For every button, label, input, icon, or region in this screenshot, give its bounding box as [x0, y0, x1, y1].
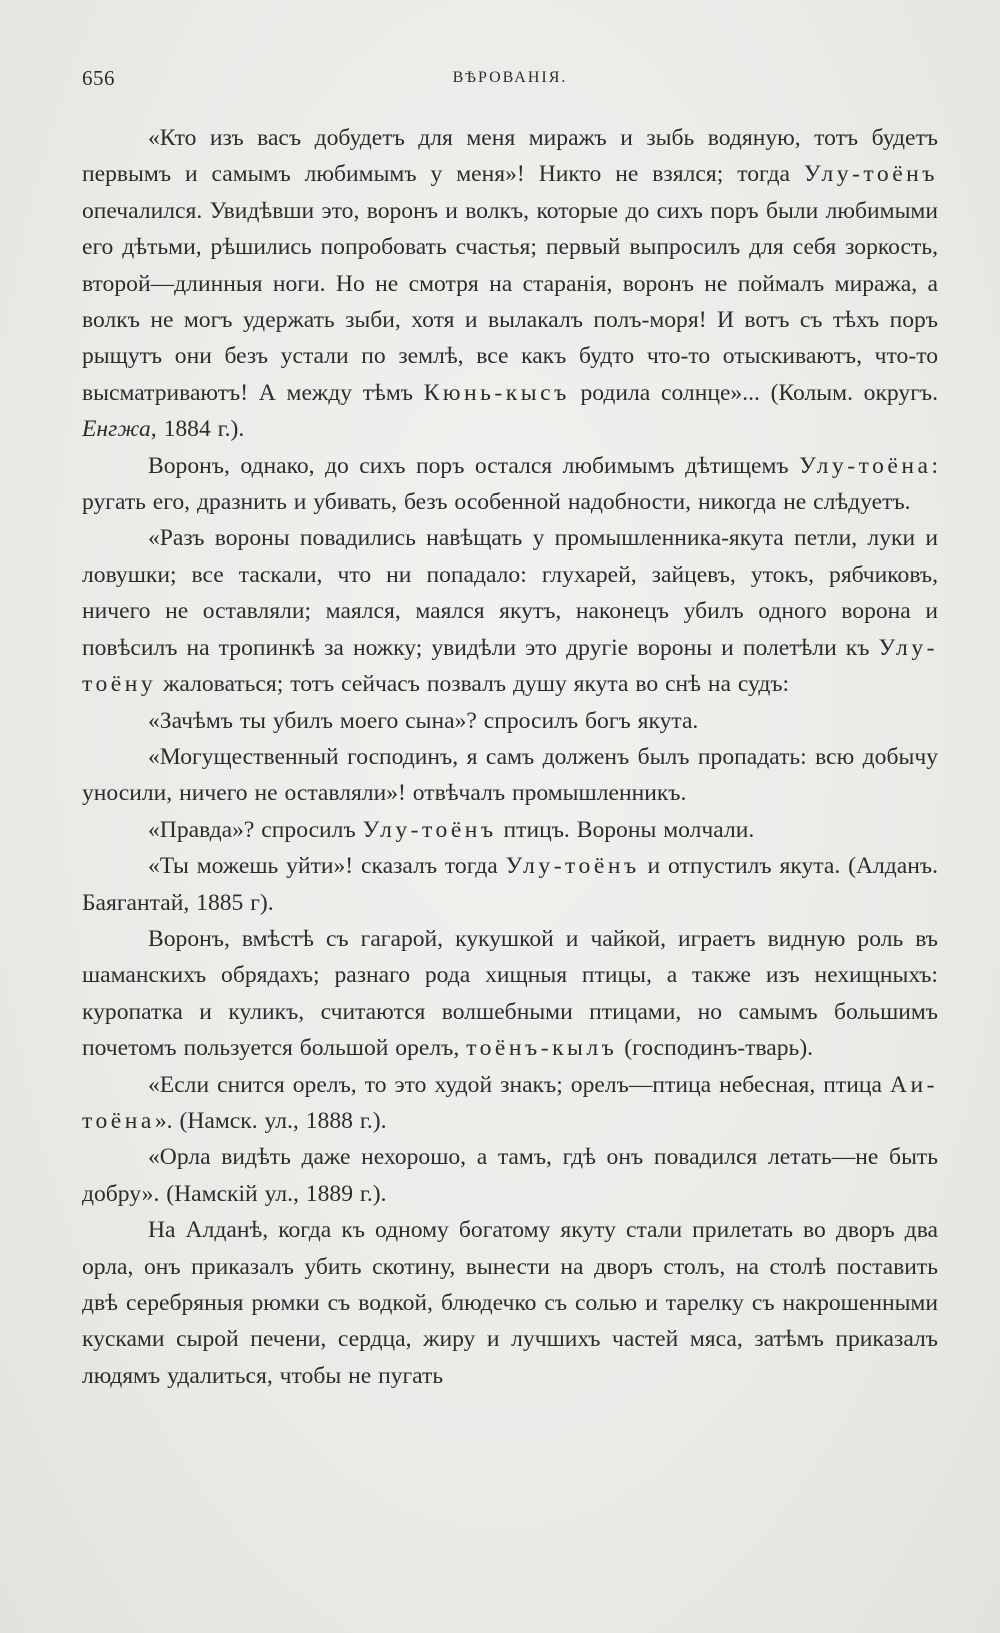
spaced-name: Улу-тоёна — [799, 452, 932, 479]
paragraph-1: «Кто изъ васъ добудетъ для меня миражъ и зыбь водяную, тотъ будетъ первымъ и самымъ любимымъ у меня»! Никто не взялся; тогда Улу-тоёнъ опечалился. Увидѣвши это, воронъ и волкъ, которые до сихъ поръ были любимыми его дѣтьми, рѣшились попробовать счастья; первый выпросилъ для себя зоркость, второй—длинныя ноги. Но не смотря на старанія, воронъ не поймалъ миража, а волкъ не могъ удержать зыби, хотя и вылакалъ полъ-моря! И вотъ съ тѣхъ поръ рыщутъ они безъ устали по землѣ, все какъ будто что-то отыскиваютъ, что-то высматриваютъ! А между тѣмъ Кюнь-кысъ родила солнце»... (Колым. округъ. Енгжа, 1884 г.). — [82, 125, 938, 443]
spaced-name: Улу-тоёнъ — [803, 161, 938, 188]
spaced-name: тоёнъ-кылъ — [466, 1035, 618, 1062]
paragraph-6: «Правда»? спросилъ Улу-тоёнъ птицъ. Вороны молчали. — [148, 816, 755, 843]
spaced-name: Аи-тоёна — [82, 1071, 938, 1134]
spaced-name: Улу-тоёнъ — [505, 853, 640, 880]
paragraph-7: «Ты можешь уйти»! сказалъ тогда Улу-тоёнъ и отпустилъ якута. (Алданъ. Баягантай, 1885 г). — [82, 853, 938, 916]
spaced-name: Кюнь-кысъ — [423, 379, 570, 406]
running-head — [82, 66, 938, 94]
paragraph-10: «Орла видѣть даже нехорошо, а тамъ, гдѣ онъ повадился летать—не быть добру». (Намскій ул., 1889 г.). — [82, 1144, 938, 1207]
paragraph-3: «Разъ вороны повадились навѣщать у промышленника-якута петли, луки и ловушки; все таскали, что ни попадало: глухарей, зайцевъ, утокъ, рябчиковъ, ничего не оставляли; маялся, маялся якутъ, наконецъ убилъ одного ворона и повѣсилъ на тропинкѣ за ножку; увидѣли это другіе вороны и полетѣли къ Улу-тоёну жаловаться; тотъ сейчасъ позвалъ душу якута во снѣ на судъ: — [82, 525, 938, 698]
italic-place: Енгжа — [82, 416, 151, 443]
paragraph-9: «Если снится орелъ, то это худой знакъ; орелъ—птица небесная, птица Аи-тоёна». (Намск. ул., 1888 г.). — [82, 1071, 938, 1134]
paragraph-11: На Алданѣ, когда къ одному богатому якуту стали прилетать во дворъ два орла, онъ приказалъ убить скотину, вынести на дворъ столъ, на столѣ поставить двѣ серебряныя рюмки съ водкой, блюдечко съ солью и тарелку съ накрошенными кусками сырой печени, сердца, жиру и лучшихъ частей мяса, затѣмъ приказалъ людямъ удалиться, чтобы не пугать — [82, 1217, 938, 1389]
spaced-name: Улу-тоёнъ — [362, 816, 497, 843]
paragraph-4: «Зачѣмъ ты убилъ моего сына»? спросилъ богъ якута. — [148, 707, 699, 734]
paragraph-8: Воронъ, вмѣстѣ съ гагарой, кукушкой и чайкой, играетъ видную роль въ шаманскихъ обрядахъ; разнаго рода хищныя птицы, а также изъ нехищныхъ: куропатка и куликъ, считаются волшебными птицами, но самымъ большимъ почетомъ пользуется большой орелъ, тоёнъ-кылъ (господинъ-тварь). — [82, 925, 938, 1062]
paragraph-2: Воронъ, однако, до сихъ поръ остался любимымъ дѣтищемъ Улу-тоёна: ругать его, дразнить и убивать, безъ особенной надобности, никогда не слѣдуетъ. — [82, 452, 938, 516]
page-number: 656 — [82, 66, 115, 90]
paragraph-5: «Могущественный господинъ, я самъ долженъ былъ пропадать: всю добычу уносили, ничего не оставляли»! отвѣчалъ промышленникъ. — [82, 743, 938, 807]
running-title: ВѢРОВАНІЯ. — [452, 69, 568, 86]
body-text — [82, 120, 938, 1394]
spaced-name: Улу-тоёну — [82, 634, 938, 698]
